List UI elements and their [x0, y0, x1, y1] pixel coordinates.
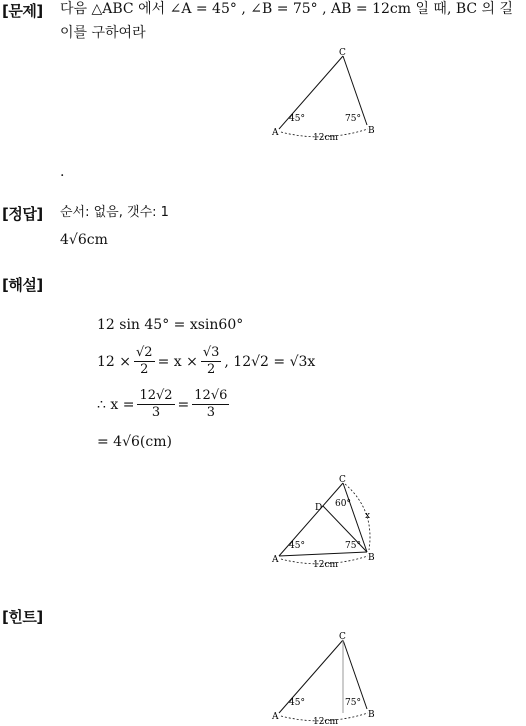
eq3-pre: ∴ x =	[97, 396, 135, 413]
angle-a-label: 45°	[289, 541, 305, 551]
explanation-eq-3	[97, 388, 232, 421]
eq2-pre: 12 ×	[97, 353, 131, 370]
eq2-f2-num: √3	[202, 345, 220, 360]
problem-line-1: 다음 △ABC 에서 ∠A = 45° , ∠B = 75° , AB = 12cm 일 때, BC 의 길	[60, 1, 514, 17]
answer-label: [정답]	[2, 205, 43, 223]
angle-b-label: 75°	[345, 541, 361, 551]
eq3-fraction-1	[137, 388, 174, 421]
hint-label: [힌트]	[2, 608, 43, 626]
answer-meta: 순서: 없음, 갯수: 1	[60, 205, 169, 220]
angle-b-label: 75°	[345, 114, 361, 124]
problem-label: [문제]	[2, 2, 43, 20]
side-x-label: x	[365, 511, 371, 521]
eq3-fraction-2	[192, 388, 229, 421]
vertex-a-label: A	[272, 128, 279, 138]
triangle-figure-3	[265, 627, 385, 726]
vertex-c-label: C	[339, 48, 346, 58]
vertex-c-label: C	[339, 475, 346, 485]
side-ab-label: 12cm	[313, 717, 339, 726]
eq2-f1-num: √2	[136, 345, 153, 360]
eq3-f1-num: 12√2	[139, 388, 173, 403]
problem-line-2: 이를 구하여라	[60, 25, 146, 41]
eq3-f2-num: 12√6	[194, 388, 228, 403]
angle-a-label: 45°	[289, 698, 305, 708]
triangle-figure-1	[265, 43, 385, 145]
vertex-d-label: D	[315, 503, 323, 513]
problem-trailing: .	[60, 164, 65, 180]
eq2-f2-den: 2	[206, 362, 216, 377]
side-ab-label: 12cm	[313, 560, 339, 570]
explanation-label: [해설]	[2, 276, 43, 294]
vertex-a-label: A	[272, 555, 279, 565]
eq2-fraction-1	[134, 345, 155, 378]
side-ab-label: 12cm	[313, 133, 339, 143]
vertex-b-label: B	[368, 710, 375, 720]
eq2-fraction-2	[201, 345, 222, 378]
vertex-c-label: C	[339, 632, 346, 642]
explanation-eq-1: 12 sin 45° = xsin60°	[97, 317, 244, 333]
angle-c-label: 60°	[335, 499, 351, 509]
eq3-mid: =	[177, 396, 190, 413]
eq2-f1-den: 2	[140, 362, 149, 377]
vertex-b-label: B	[368, 553, 375, 563]
explanation-eq-2	[97, 345, 315, 378]
vertex-a-label: A	[272, 712, 279, 722]
answer-value: 4√6cm	[60, 232, 108, 248]
angle-b-label: 75°	[345, 698, 361, 708]
eq3-f1-den: 3	[151, 405, 161, 420]
eq2-mid: = x ×	[157, 353, 198, 370]
vertex-b-label: B	[368, 126, 375, 136]
eq2-post: , 12√2 = √3x	[224, 353, 316, 370]
angle-a-label: 45°	[289, 114, 305, 124]
triangle-figure-2	[265, 470, 390, 572]
explanation-eq-4: = 4√6(cm)	[97, 434, 172, 450]
eq3-f2-den: 3	[206, 405, 215, 420]
